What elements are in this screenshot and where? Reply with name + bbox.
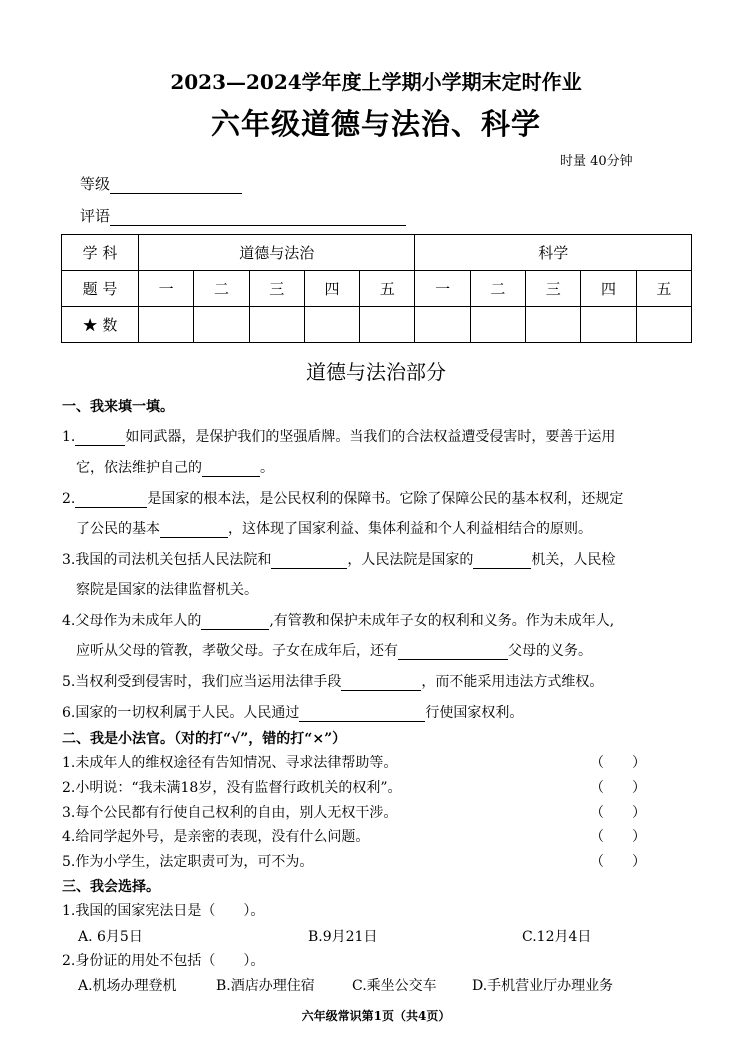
fill-blank [202, 462, 260, 477]
part1-heading: 一、我来填一填。 [62, 399, 174, 415]
fill-blank [473, 554, 531, 569]
question-number-label: 题 号 [62, 271, 139, 307]
choice-option: C.12月4日 [522, 929, 592, 945]
fill-blank [201, 615, 269, 630]
fill-blank [271, 554, 347, 569]
score-cell [415, 307, 470, 343]
exam-title-line2: 六年级道德与法治、科学 [210, 107, 541, 141]
grade-label: 等级 [80, 175, 111, 193]
judge-item: 2.小明说：“我未满18岁，没有监督行政机关的权利”。 [62, 780, 402, 796]
q1-line1: 1. 如同武器，是保护我们的坚强盾牌。当我们的合法权益遭受侵害时，要善于运用 [62, 429, 616, 445]
judge-item: 5.作为小学生，法定职责可为，可不为。 [62, 854, 314, 870]
comment-field [80, 205, 406, 226]
choice-option: B.酒店办理住宿 [216, 978, 315, 994]
fill-blank [341, 676, 421, 691]
choice-option: D.手机营业厅办理业务 [472, 978, 614, 994]
judge-answer-paren: （ ） [590, 755, 646, 771]
question-number: 五 [360, 271, 415, 307]
choice-option: B.9月21日 [308, 929, 378, 945]
q2-line1: 2. 是国家的根本法，是公民权利的保障书。它除了保障公民的基本权利，还规定 [62, 491, 624, 507]
score-cell [304, 307, 359, 343]
choice-q2-stem: 2.身份证的用处不包括（ ）。 [62, 953, 265, 969]
score-row-stars [62, 307, 692, 343]
subject-science: 科学 [415, 235, 692, 271]
score-cell [139, 307, 194, 343]
star-count-label: ★ 数 [62, 307, 139, 343]
part3-heading: 三、我会选择。 [62, 879, 160, 895]
score-cell [470, 307, 525, 343]
exam-title-line1: 2023—2024学年度上学期小学期末定时作业 [170, 70, 582, 94]
judge-item: 4.给同学起外号，是亲密的表现，没有什么问题。 [62, 829, 370, 845]
question-number: 四 [304, 271, 359, 307]
score-cell [636, 307, 691, 343]
score-cell [194, 307, 249, 343]
comment-label: 评语 [80, 207, 111, 225]
choice-q1-stem: 1.我国的国家宪法日是（ ）。 [62, 903, 265, 919]
question-number: 一 [139, 271, 194, 307]
fill-blank [299, 707, 425, 722]
judge-answer-paren: （ ） [590, 854, 646, 870]
q5: 5.当权利受到侵害时，我们应当运用法律手段 ，而不能采用违法方式维权。 [62, 674, 604, 690]
question-number: 五 [636, 271, 691, 307]
question-number: 二 [470, 271, 525, 307]
subject-ethics-law: 道德与法治 [139, 235, 415, 271]
question-number: 四 [581, 271, 636, 307]
q6: 6.国家的一切权利属于人民。人民通过 行使国家权利。 [62, 705, 524, 721]
time-limit: 时量 40分钟 [560, 154, 633, 169]
q2-line2: 了公民的基本 ，这体现了国家利益、集体利益和个人利益相结合的原则。 [76, 521, 592, 537]
score-row-subject [62, 235, 692, 271]
score-cell [526, 307, 581, 343]
score-cell [249, 307, 304, 343]
choice-option: C.乘坐公交车 [352, 978, 437, 994]
part2-heading: 二、我是小法官。（对的打“√”，错的打“×”） [62, 731, 347, 747]
score-cell [581, 307, 636, 343]
fill-blank [75, 431, 125, 446]
question-number: 一 [415, 271, 470, 307]
grade-blank [110, 177, 242, 194]
judge-answer-paren: （ ） [590, 829, 646, 845]
q3-line1: 3.我国的司法机关包括人民法院和 ，人民法院是国家的 机关，人民检 [62, 552, 616, 568]
judge-item: 3.每个公民都有行使自己权利的自由，别人无权干涉。 [62, 805, 398, 821]
judge-answer-paren: （ ） [590, 780, 646, 796]
choice-option: A. 6月5日 [78, 929, 143, 945]
comment-blank [110, 209, 406, 226]
page-footer: 六年级常识第1页（共4页） [301, 1009, 451, 1023]
judge-answer-paren: （ ） [590, 805, 646, 821]
section-title: 道德与法治部分 [306, 360, 446, 384]
fill-blank [75, 493, 147, 508]
question-number: 三 [526, 271, 581, 307]
fill-blank [398, 645, 508, 660]
question-number: 三 [249, 271, 304, 307]
question-number: 二 [194, 271, 249, 307]
judge-item: 1.未成年人的维权途径有告知情况、寻求法律帮助等。 [62, 755, 398, 771]
score-table [61, 234, 692, 343]
choice-option: A.机场办理登机 [78, 978, 177, 994]
score-row-number [62, 271, 692, 307]
q3-line2: 察院是国家的法律监督机关。 [76, 582, 258, 598]
q1-line2: 它，依法维护自己的 。 [76, 460, 274, 476]
fill-blank [160, 523, 228, 538]
q4-line2: 应听从父母的管教，孝敬父母。子女在成年后，还有 父母的义务。 [76, 643, 592, 659]
score-cell [360, 307, 415, 343]
q4-line1: 4.父母作为未成年人的 ,有管教和保护未成年子女的权利和义务。作为未成年人, [62, 613, 615, 629]
grade-field [80, 173, 242, 194]
subject-label: 学 科 [62, 235, 139, 271]
